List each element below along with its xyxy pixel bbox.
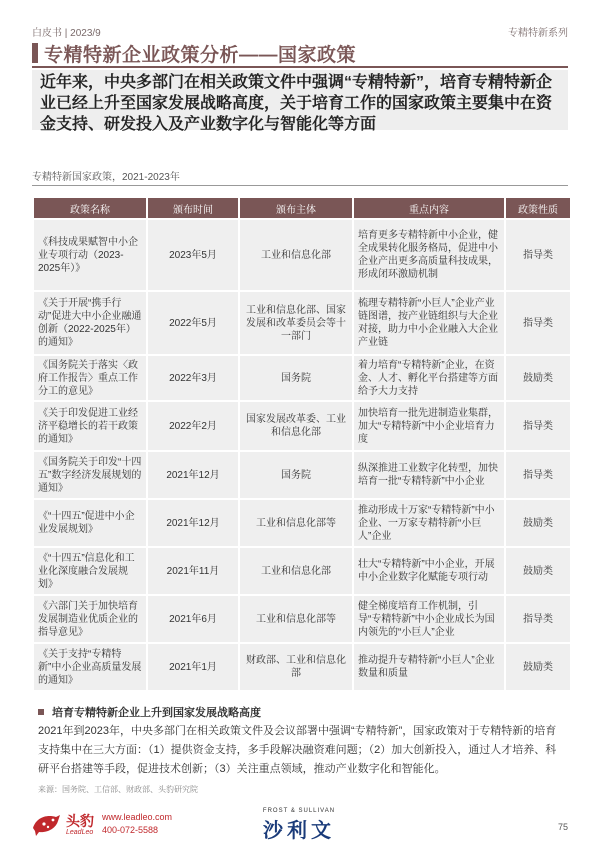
column-header-name: 政策名称	[34, 198, 146, 218]
section-heading	[38, 704, 261, 720]
table-row	[34, 644, 570, 690]
column-header-type: 政策性质	[506, 198, 570, 218]
date-cell: 2021年6月	[148, 596, 238, 642]
content-cell: 加快培育一批先进制造业集群，加大“专精特新”中小企业培育力度	[354, 402, 504, 450]
partner-main: 沙利文	[263, 820, 335, 842]
table-header-row	[34, 198, 570, 218]
content-cell: 壮大“专精特新”中小企业，开展中小企业数字化赋能专项行动	[354, 548, 504, 594]
date-cell: 2021年12月	[148, 452, 238, 498]
policy-name-cell: 《关于印发促进工业经济平稳增长的若干政策的通知》	[34, 402, 146, 450]
date-cell: 2022年2月	[148, 402, 238, 450]
section-title: 培育专精特新企业上升到国家发展战略高度	[52, 707, 261, 719]
brand-name: 头豹	[66, 812, 94, 829]
website-link[interactable]: www.leadleo.com	[102, 812, 173, 822]
date-cell: 2021年12月	[148, 500, 238, 546]
date-cell: 2021年1月	[148, 644, 238, 690]
issuer-cell: 工业和信息化部等	[240, 596, 352, 642]
date-cell: 2022年3月	[148, 356, 238, 400]
section-body: 2021年到2023年，中央多部门在相关政策文件及会议部署中强调“专精特新”，国家政策对于专精特新的培育支持集中在三大方面：（1）提供资金支持，多手段解决融资难问题；（2）加大创新投入，通过人才培养、科研平台搭建等手段，促进技术创新；（3）关注重点领域，推动产业数字化和智能化。	[38, 725, 557, 775]
content-cell: 梳理专精特新“小巨人”企业产业链图谱，按产业链组织与大企业对接，助力中小企业融入大企业产业链	[354, 292, 504, 354]
type-cell: 指导类	[506, 292, 570, 354]
table-row	[34, 596, 570, 642]
brand-sub: LeadLeo	[66, 828, 94, 836]
column-header-issuer: 颁布主体	[240, 198, 352, 218]
content-cell: 推动形成十万家“专精特新”中小企业、一万家专精特新“小巨人”企业	[354, 500, 504, 546]
page-title: 专精特新企业政策分析——国家政策	[44, 44, 357, 66]
partner-top: FROST & SULLIVAN	[262, 808, 336, 814]
leopard-logo-icon	[30, 808, 62, 840]
type-cell: 鼓励类	[506, 644, 570, 690]
phone-number: 400-072-5588	[102, 825, 159, 835]
title-row	[32, 42, 356, 64]
policy-name-cell: 《“十四五”信息化和工业化深度融合发展规划》	[34, 548, 146, 594]
content-cell: 纵深推进工业数字化转型，加快培育一批“专精特新”中小企业	[354, 452, 504, 498]
type-cell: 指导类	[506, 452, 570, 498]
contact-info	[102, 811, 172, 837]
table-caption: 专精特新国家政策，2021-2023年	[32, 172, 180, 183]
issuer-cell: 国务院	[240, 452, 352, 498]
issuer-cell: 工业和信息化部等	[240, 500, 352, 546]
partner-logo	[244, 808, 354, 843]
column-header-content: 重点内容	[354, 198, 504, 218]
content-cell: 着力培育“专精特新”企业，在资金、人才、孵化平台搭建等方面给予大力支持	[354, 356, 504, 400]
table-row	[34, 402, 570, 450]
header-left: 白皮书 | 2023/9	[32, 28, 101, 39]
content-cell: 健全梯度培育工作机制，引导“专精特新”中小企业成长为国内领先的“小巨人”企业	[354, 596, 504, 642]
type-cell: 指导类	[506, 220, 570, 290]
content-cell: 推动提升专精特新“小巨人”企业数量和质量	[354, 644, 504, 690]
caption-divider	[32, 185, 568, 186]
policy-name-cell: 《科技成果赋智中小企业专项行动（2023-2025年）》	[34, 220, 146, 290]
header-right: 专精特新系列	[508, 28, 568, 39]
policy-name-cell: 《国务院关于印发“十四五”数字经济发展规划的通知》	[34, 452, 146, 498]
source-note: 来源：国务院、工信部、财政部、头豹研究院	[38, 785, 198, 794]
policy-name-cell: 《关于支持“专精特新”中小企业高质量发展的通知》	[34, 644, 146, 690]
type-cell: 指导类	[506, 402, 570, 450]
table-row	[34, 220, 570, 290]
policy-name-cell: 《“十四五”促进中小企业发展规划》	[34, 500, 146, 546]
type-cell: 鼓励类	[506, 548, 570, 594]
policy-table	[32, 196, 572, 692]
title-divider	[32, 66, 568, 68]
column-header-date: 颁布时间	[148, 198, 238, 218]
type-cell: 鼓励类	[506, 356, 570, 400]
policy-name-cell: 《国务院关于落实〈政府工作报告〉重点工作分工的意见》	[34, 356, 146, 400]
type-cell: 指导类	[506, 596, 570, 642]
page-number: 75	[557, 822, 568, 832]
policy-name-cell: 《关于开展“携手行动”促进大中小企业融通创新（2022-2025年）的通知》	[34, 292, 146, 354]
page-header	[32, 24, 568, 38]
table-row	[34, 500, 570, 546]
table-row	[34, 292, 570, 354]
date-cell: 2023年5月	[148, 220, 238, 290]
table-row	[34, 356, 570, 400]
type-cell: 鼓励类	[506, 500, 570, 546]
brand-text	[66, 813, 94, 836]
lead-paragraph: 近年来，中央多部门在相关政策文件中强调“专精特新”，培育专精特新企业已经上升至国家发展战略高度，关于培育工作的国家政策主要集中在资金支持、研发投入及产业数字化与智能化等方面	[32, 70, 568, 130]
issuer-cell: 国家发展改革委、工业和信息化部	[240, 402, 352, 450]
date-cell: 2022年5月	[148, 292, 238, 354]
issuer-cell: 工业和信息化部、国家发展和改革委员会等十一部门	[240, 292, 352, 354]
footer-brand	[30, 808, 172, 840]
issuer-cell: 工业和信息化部	[240, 220, 352, 290]
issuer-cell: 国务院	[240, 356, 352, 400]
date-cell: 2021年11月	[148, 548, 238, 594]
issuer-cell: 工业和信息化部	[240, 548, 352, 594]
table-row	[34, 548, 570, 594]
title-accent-bar	[32, 43, 38, 63]
policy-name-cell: 《六部门关于加快培育发展制造业优质企业的指导意见》	[34, 596, 146, 642]
square-bullet-icon	[38, 709, 44, 715]
issuer-cell: 财政部、工业和信息化部	[240, 644, 352, 690]
content-cell: 培育更多专精特新中小企业，健全成果转化服务格局，促进中小企业产出更多高质量科技成果，形成闭环激励机制	[354, 220, 504, 290]
table-row	[34, 452, 570, 498]
